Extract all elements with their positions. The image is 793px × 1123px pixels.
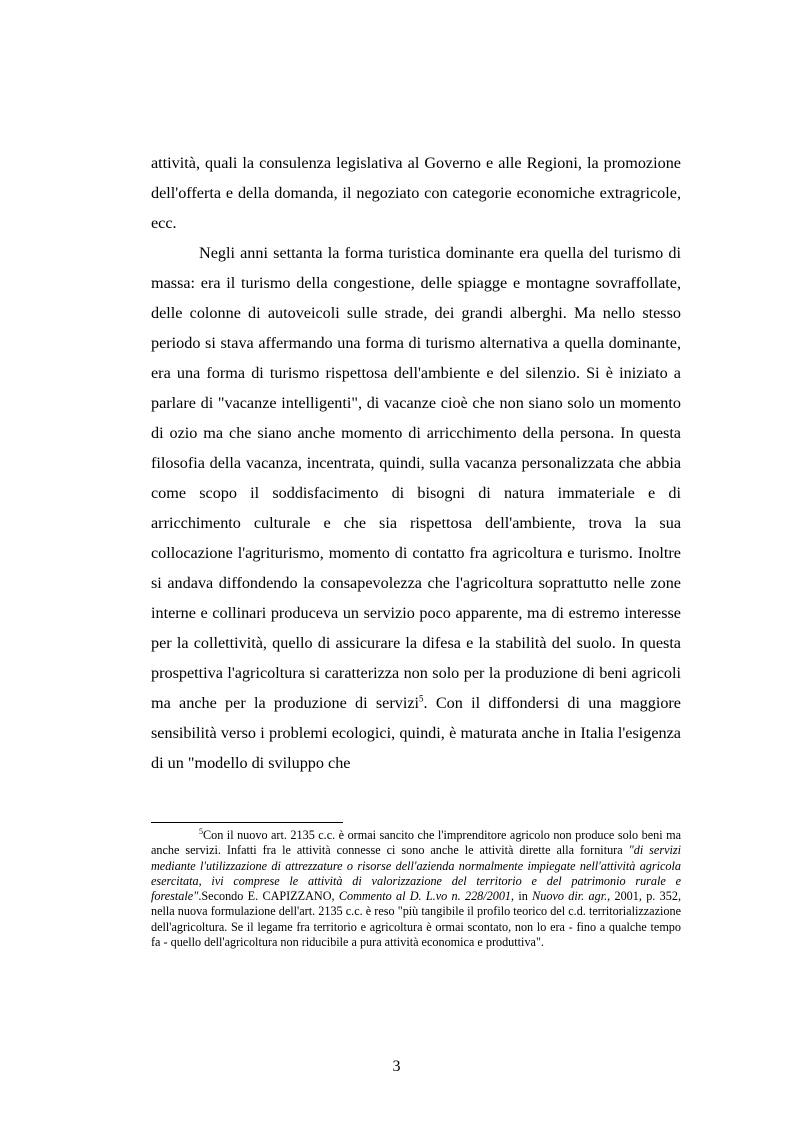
paragraph-2-text: Negli anni settanta la forma turistica dominante era quella del turismo di massa: era il turismo della congestione, delle spiagge e montagne sovraffollate, delle colonne di autoveicoli sulle strade, dei grandi alberghi. Ma nello stesso periodo si stava affermando una forma di turismo alternativa a quella dominante, era una forma di turismo rispettosa dell'ambiente e del silenzio. Si è iniziato a parlare di "vacanze intelligenti", di vacanze cioè che non siano solo un momento di ozio ma che siano anche momento di arricchimento della persona. In questa filosofia della vacanza, incentrata, quindi, sulla vacanza personalizzata che abbia come scopo il soddisfacimento di bisogni di natura immateriale e di arricchimento culturale e che sia rispettosa dell'ambiente, trova la sua collocazione l'agriturismo, momento di contatto fra agricoltura e turismo. Inoltre si andava diffondendo la consapevolezza che l'agricoltura soprattutto nelle zone interne e collinari produceva un servizio poco apparente, ma di estremo interesse per la collettività, quello di assicurare la difesa e la stabilità del suolo. In questa prospettiva l'agricoltura si caratterizza non solo per la produzione di beni agricoli ma anche per la produzione di servizi (151, 244, 681, 712)
footnote-separator (151, 822, 343, 823)
paragraph-2-tail: . Con il diffondersi di una maggiore sensibilità verso i problemi ecologici, quindi, è maturata anche in Italia l'esigenza di un "modello di sviluppo che (151, 694, 681, 772)
footnote-marker: 5 (199, 826, 203, 836)
footnote-cited-work: Commento al D. L.vo n. 228/2001 (338, 889, 512, 904)
footnote-text-3: , in (511, 889, 533, 904)
footnote (151, 828, 681, 950)
paragraph-2 (151, 238, 681, 778)
footnote-reference[interactable]: 5 (419, 693, 424, 704)
footnote-text-4: , 2001, p. 352, nella nuova formulazione dell'art. 2135 c.c. è reso "più tangibile il profilo teorico del c.d. territorializzazione dell'agricoltura. Se il legame fra territorio e agricoltura è ormai scontato, non lo era - fino a qualche tempo fa - quello dell'agricoltura non riducibile a pura attività economica e produttiva". (151, 889, 681, 950)
paragraph-1-text: attività, quali la consulenza legislativa al Governo e alle Regioni, la promozione dell'offerta e della domanda, il negoziato con categorie economiche extragricole, ecc. (151, 154, 681, 232)
footnote-text-1: Con il nuovo art. 2135 c.c. è ormai sancito che l'imprenditore agricolo non produce solo beni ma anche servizi. Infatti fra le attività connesse ci sono anche le attività dirette alla fornitura (151, 828, 681, 858)
footnote-5 (151, 828, 681, 950)
page-number: 3 (392, 1058, 401, 1075)
footnote-text-2: .Secondo E. CAPIZZANO, (198, 889, 339, 904)
paragraph-1 (151, 148, 681, 238)
body-text (151, 148, 681, 778)
footnote-quote: "di servizi mediante l'utilizzazione di attrezzature o risorse dell'azienda normalmente impiegate nell'attività agricola esercitata, ivi comprese le attività di valorizzazione del territorio e del patrimonio rurale e forestale" (151, 843, 681, 904)
footnote-journal: Nuovo dir. agr. (532, 889, 608, 904)
